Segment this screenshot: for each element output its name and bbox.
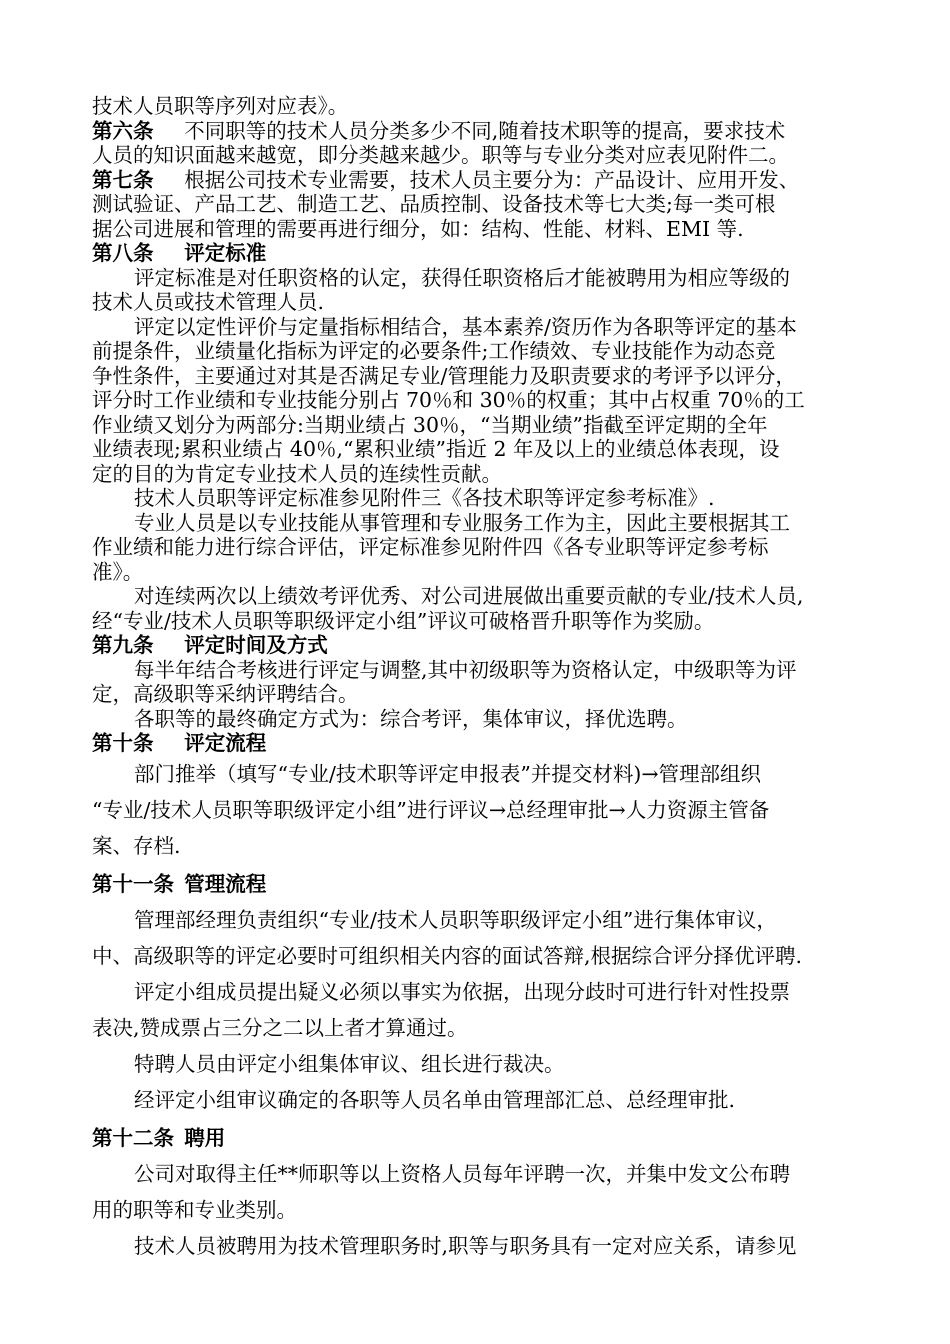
article-6-line: 人员的知识面越来越宽，即分类越来越少。职等与专业分类对应表见附件二。 [92,143,789,167]
document-page [92,94,872,1264]
article-8-line: 专业人员是以专业技能从事管理和专业服务工作为主，因此主要根据其工 [134,510,790,535]
article-9-title: 评定时间及方式 [184,633,328,657]
article-11-line: 管理部经理负责组织“专业/技术人员职等职级评定小组”进行集体审议， [134,907,777,932]
article-12-title: 聘用 [184,1125,226,1150]
intro-line: 技术人员职等序列对应表》。 [92,94,349,118]
article-11-line: 中、高级职等的评定必要时可组织相关内容的面试答辩,根据综合评分择优评聘. [92,943,803,968]
article-10-label: 第十条 [92,731,154,755]
article-12-line: 技术人员被聘用为技术管理职务时,职等与职务具有一定对应关系，请参见 [134,1233,797,1258]
article-11-line: 表决,赞成票占三分之二以上者才算通过。 [92,1015,468,1040]
article-12-line: 公司对取得主任**师职等以上资格人员每年评聘一次，并集中发文公布聘 [134,1161,790,1186]
article-8-line: 争性条件，主要通过对其是否满足专业/管理能力及职责要求的考评予以评分， [92,363,796,388]
article-7-line [92,168,872,193]
article-8-line: 技术人员职等评定标准参见附件三《各技术职等评定参考标准》. [134,486,715,510]
article-10-line: “专业/技术人员职等职级评定小组”进行评议→总经理审批→人力资源主管备 [92,797,770,822]
article-9-line: 定，高级职等采纳评聘结合。 [92,682,359,706]
article-8-label: 第八条 [92,241,154,265]
article-12-label: 第十二条 [92,1125,174,1150]
article-9-label: 第九条 [92,633,154,657]
article-8-line: 评定以定性评价与定量指标相结合，基本素养/资历作为各职等评定的基本 [134,314,797,339]
article-10-title: 评定流程 [184,731,267,755]
article-9-line: 各职等的最终确定方式为：综合考评，集体审议，择优选聘。 [134,706,688,731]
article-11-heading [92,866,872,902]
article-7-text: 根据公司技术专业需要，技术人员主要分为：产品设计、应用开发、 [184,167,800,192]
article-8-line: 评定标准是对任职资格的认定，获得任职资格后才能被聘用为相应等级的 [134,265,790,290]
article-6-line [92,119,872,144]
article-11-title: 管理流程 [184,871,267,896]
article-8-line: 业绩表现;累积业绩占 40％,“累积业绩”指近 2 年及以上的业绩总体表现，设 [92,437,780,461]
article-8-line: 经“专业/技术人员职等职级评定小组”评议可破格晋升职等作为奖励。 [92,608,715,633]
article-10-line: 部门推举（填写“专业/技术职等评定申报表”并提交材料)→管理部组织 [134,761,762,786]
article-6-text: 不同职等的技术人员分类多少不同,随着技术职等的提高，要求技术 [184,118,786,143]
article-7-line: 据公司进展和管理的需要再进行细分，如：结构、性能、材料、EMI 等. [92,216,744,241]
article-10-body [92,756,872,1264]
article-8-line: 作业绩和能力进行综合评估，评定标准参见附件四《各专业职等评定参考标 [92,535,769,559]
article-10-line: 案、存档. [92,833,181,858]
article-7-line: 测试验证、产品工艺、制造工艺、品质控制、设备技术等七大类;每一类可根 [92,192,776,216]
article-8-line: 前提条件，业绩量化指标为评定的必要条件;工作绩效、专业技能作为动态竞 [92,339,776,363]
article-11-line: 评定小组成员提出疑义必须以事实为依据，出现分歧时可进行针对性投票 [134,979,790,1004]
article-8-heading [92,241,872,266]
article-11-line: 特聘人员由评定小组集体审议、组长进行裁决。 [134,1051,565,1076]
article-6-label: 第六条 [92,118,154,143]
article-10-heading [92,731,872,756]
article-12-heading [92,1120,872,1156]
article-8-line: 对连续两次以上绩效考评优秀、对公司进展做出重要贡献的专业/技术人员, [134,584,804,608]
article-8-line: 作业绩又划分为两部分:当期业绩占 30％，“当期业绩”指截至评定期的全年 [92,412,768,437]
article-8-line: 技术人员或技术管理人员. [92,290,325,314]
article-11-label: 第十一条 [92,871,174,896]
article-9-heading [92,633,872,658]
article-12-line: 用的职等和专业类别。 [92,1197,297,1222]
article-9-line: 每半年结合考核进行评定与调整,其中初级职等为资格认定，中级职等为评 [134,657,797,682]
article-8-title: 评定标准 [184,241,267,265]
article-8-line: 准》。 [92,559,144,584]
article-8-line: 定的目的为肯定专业技术人员的连续性贡献。 [92,461,502,486]
article-7-label: 第七条 [92,167,154,192]
article-8-line: 评分时工作业绩和专业技能分别占 70％和 30％的权重；其中占权重 70％的工 [92,388,805,412]
article-11-line: 经评定小组审议确定的各职等人员名单由管理部汇总、总经理审批. [134,1087,736,1112]
